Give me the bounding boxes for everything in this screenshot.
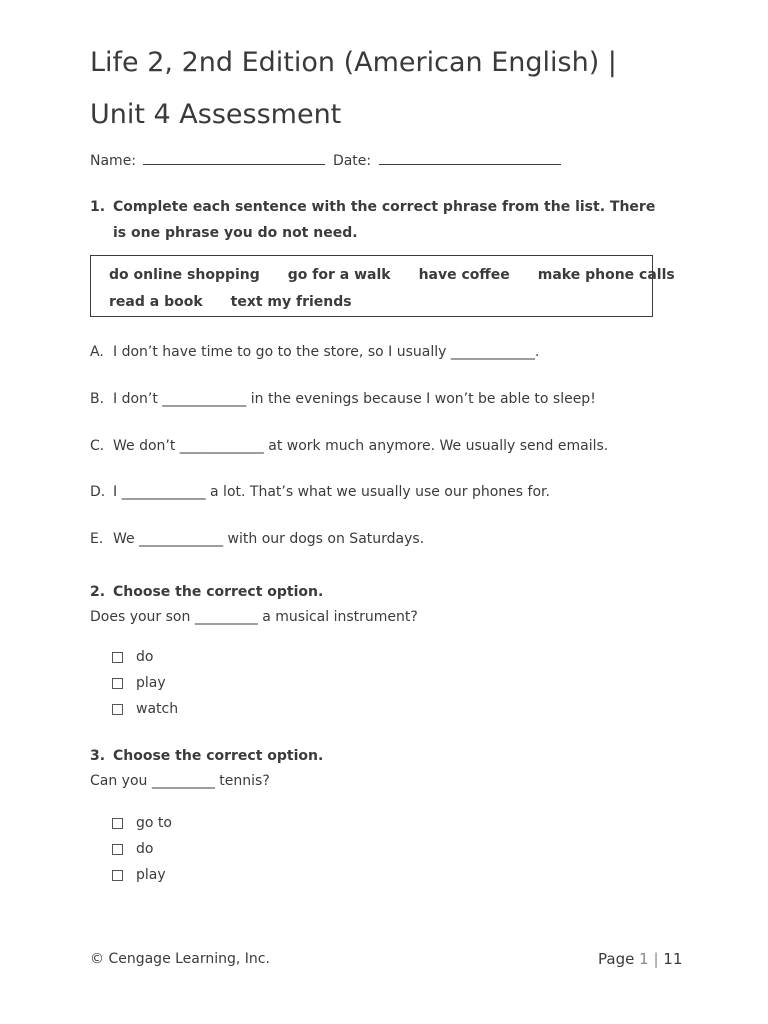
phrase-item: go for a walk [287,267,391,283]
question-2-heading [90,579,658,605]
question-number: 1. [90,199,106,215]
option-label: watch [136,701,179,717]
question-instruction: Complete each sentence with the correct phrase from the list. There is one phrase you do not need. [113,199,656,241]
checkbox-icon[interactable] [112,870,123,881]
answer-option[interactable] [112,841,153,857]
sentence-item [90,531,424,547]
page-separator: | [653,950,659,968]
phrase-row [109,262,675,289]
copyright-notice: © Cengage Learning, Inc. [90,951,270,967]
page-current: 1 [639,950,649,968]
phrase-item: do online shopping [109,267,260,283]
page-number [598,950,682,968]
item-letter: D. [90,484,106,500]
item-text: I ____________ a lot. That’s what we usually use our phones for. [113,484,550,500]
item-text: I don’t have time to go to the store, so I usually ____________. [113,344,540,360]
page-title-line1: Life 2, 2nd Edition (American English) | [90,47,617,78]
checkbox-icon[interactable] [112,844,123,855]
item-letter: C. [90,438,105,454]
question-prompt: Can you _________ tennis? [90,773,270,789]
answer-option[interactable] [112,675,166,691]
item-letter: A. [90,344,104,360]
sentence-item [90,344,539,360]
phrase-row [109,289,634,316]
option-label: do [136,841,154,857]
sentence-item [90,391,596,407]
answer-option[interactable] [112,649,153,665]
option-label: go to [136,815,172,831]
phrase-item: make phone calls [537,267,675,283]
item-letter: E. [90,531,104,547]
date-label: Date: [332,153,372,169]
question-1-heading [90,194,658,246]
phrase-item: text my friends [230,294,352,310]
question-prompt: Does your son _________ a musical instrument? [90,609,418,625]
item-text: We ____________ with our dogs on Saturdays. [113,531,425,547]
checkbox-icon[interactable] [112,652,123,663]
phrase-item: read a book [109,294,203,310]
answer-option[interactable] [112,867,166,883]
item-text: We don’t ____________ at work much anymore. We usually send emails. [113,438,609,454]
checkbox-icon[interactable] [112,818,123,829]
page-title-line2: Unit 4 Assessment [90,99,342,130]
name-label: Name: [90,153,137,169]
sentence-item [90,438,608,454]
answer-option[interactable] [112,701,178,717]
checkbox-icon[interactable] [112,678,123,689]
date-blank[interactable] [379,150,561,165]
checkbox-icon[interactable] [112,704,123,715]
question-instruction: Choose the correct option. [113,748,324,764]
page-total: 11 [663,950,683,968]
name-blank[interactable] [143,150,325,165]
question-3-heading [90,743,658,769]
option-label: play [136,675,166,691]
question-instruction: Choose the correct option. [113,584,324,600]
item-text: I don’t ____________ in the evenings because I won’t be able to sleep! [113,391,596,407]
question-number: 3. [90,748,106,764]
answer-option[interactable] [112,815,172,831]
page-label: Page [598,950,635,968]
item-letter: B. [90,391,105,407]
phrase-list-box [90,255,675,317]
option-label: do [136,649,154,665]
sentence-item [90,484,550,500]
option-label: play [136,867,166,883]
name-date-line [90,150,564,169]
question-number: 2. [90,584,106,600]
phrase-item: have coffee [418,267,510,283]
